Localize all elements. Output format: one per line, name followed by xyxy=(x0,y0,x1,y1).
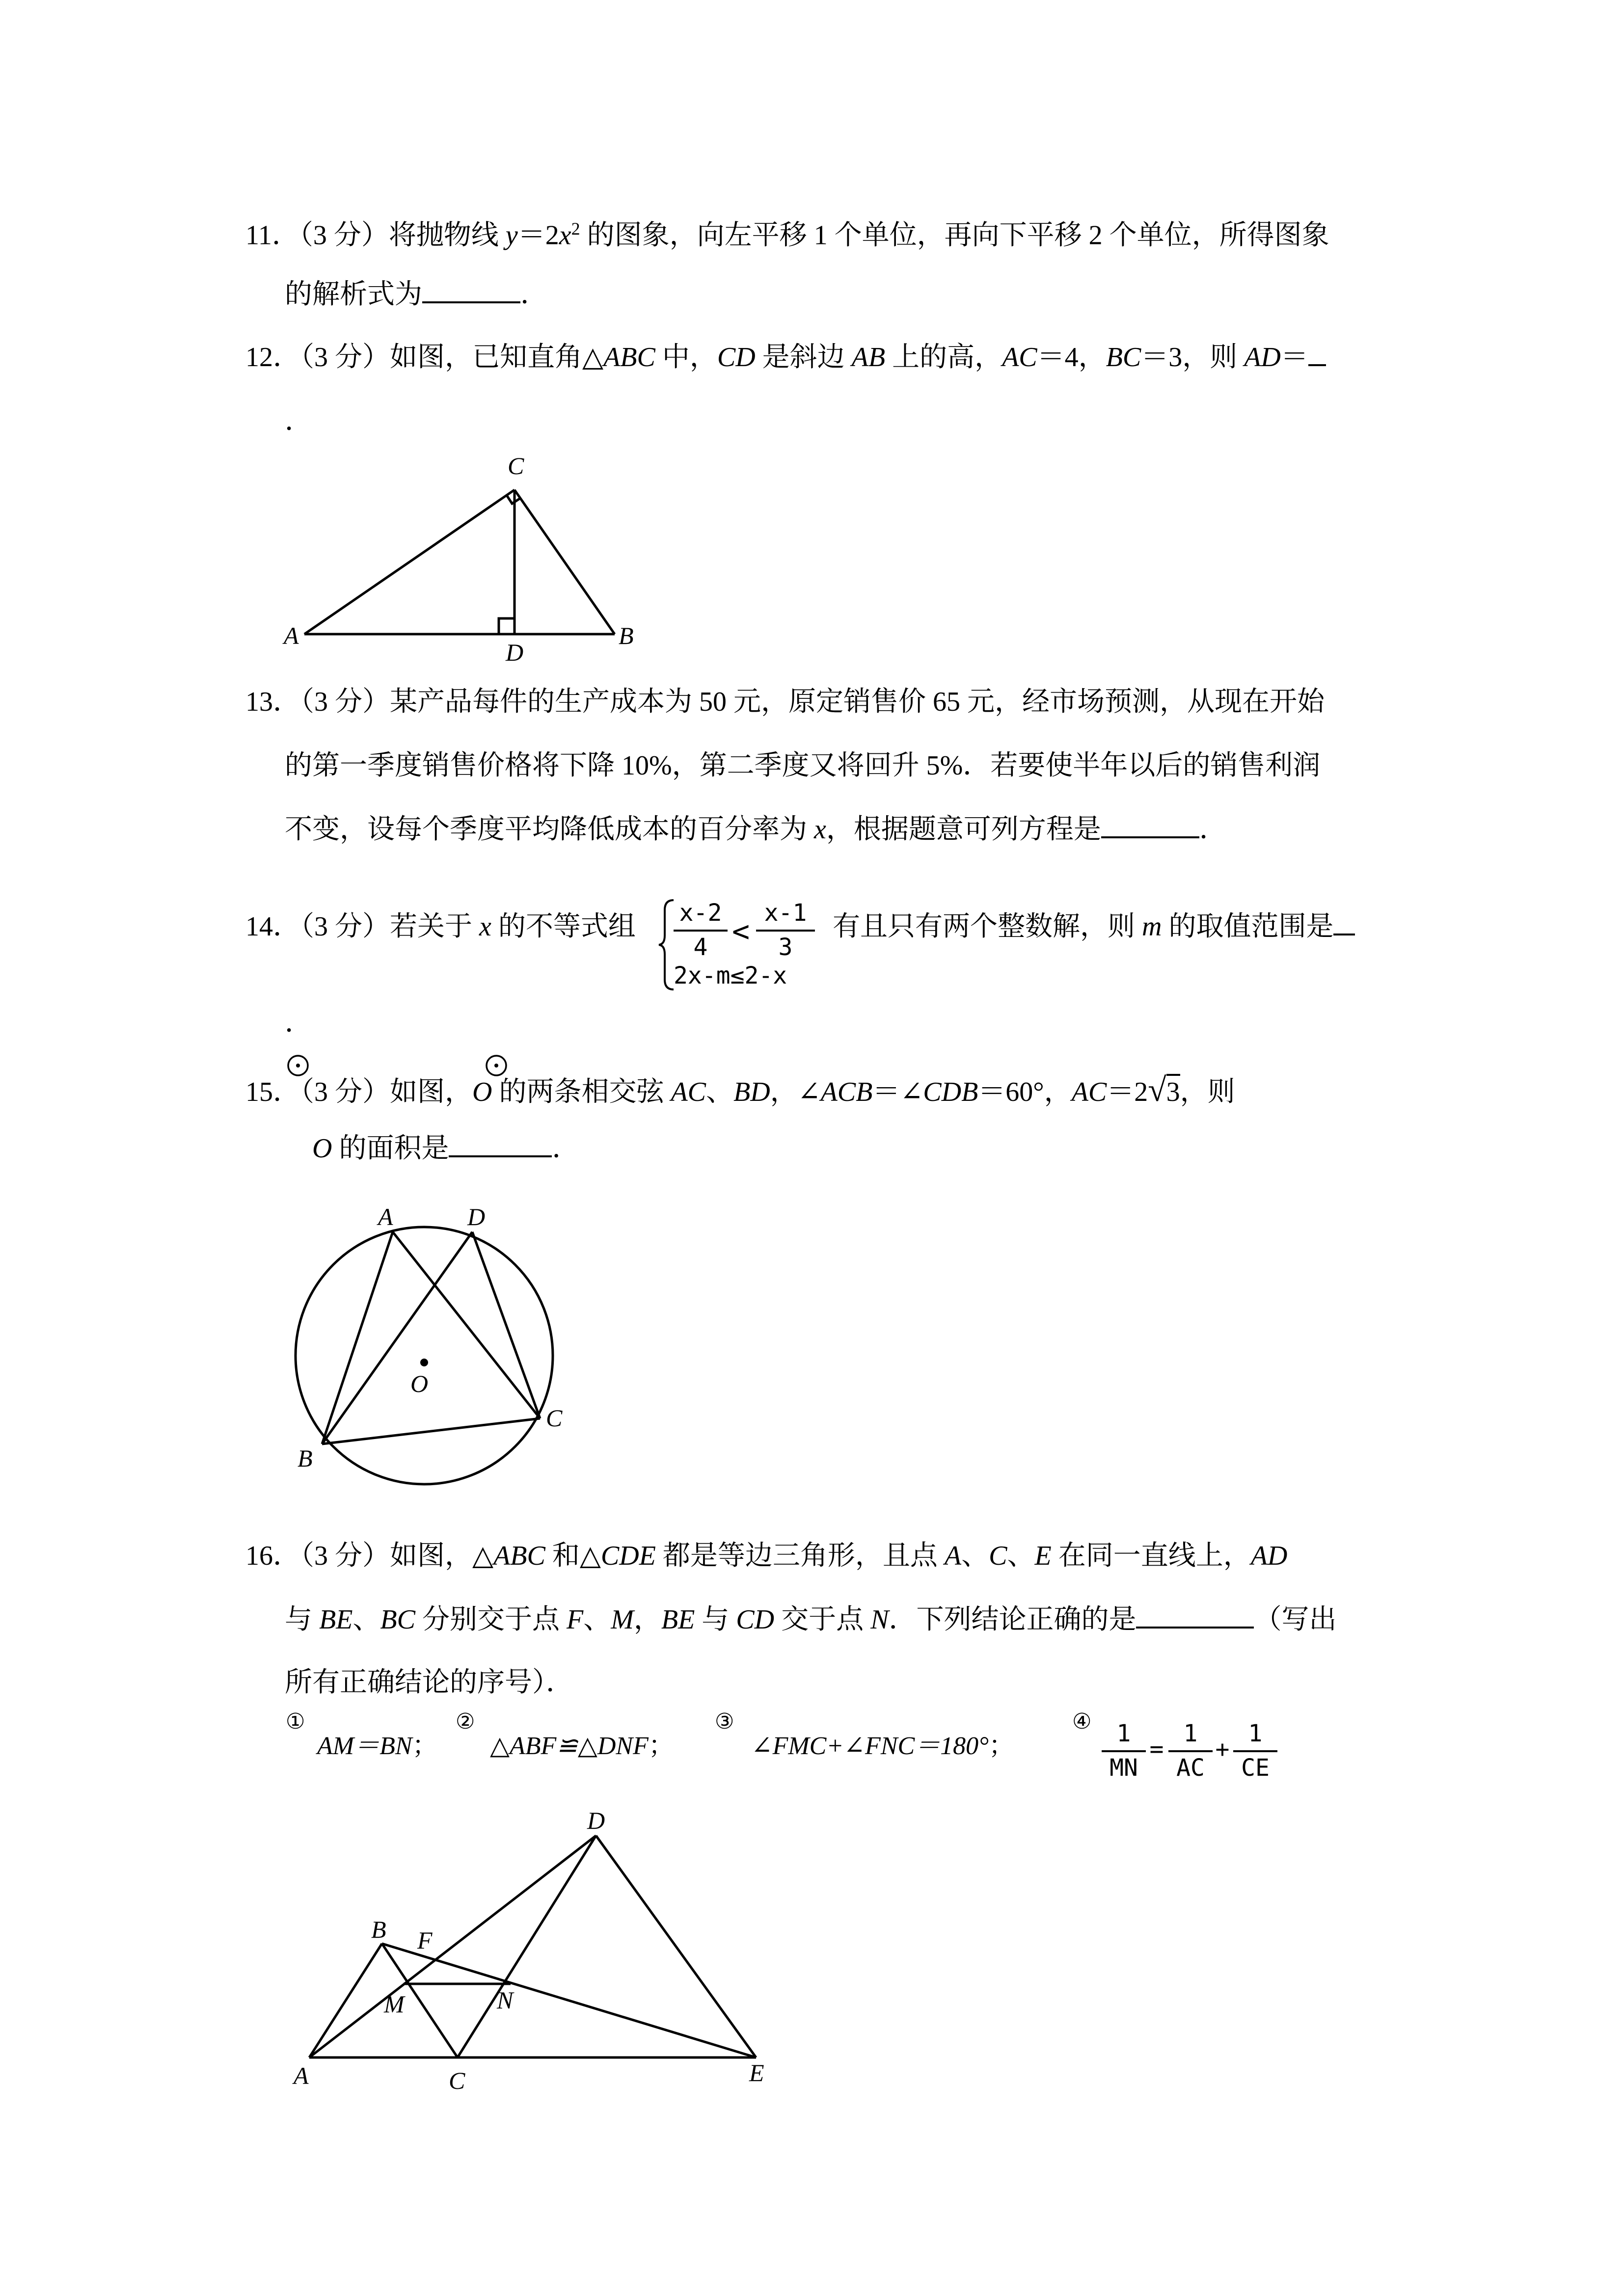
q16-segment-cd xyxy=(458,1836,596,2057)
q12-label-c: C xyxy=(508,452,524,480)
q15-label-a: A xyxy=(378,1203,393,1230)
q12-line1: 12．（3 分）如图，已知直角△ABC 中，CD 是斜边 AB 上的高，AC＝4，BC＝3，则 AD＝ xyxy=(245,344,1326,371)
q12-label-b: B xyxy=(619,622,634,649)
q16-label-a: A xyxy=(294,2062,309,2089)
q16-score: （3 分） xyxy=(300,1541,390,1571)
q13-score: （3 分） xyxy=(300,687,390,717)
q15-number: 15． xyxy=(245,1077,300,1107)
q15-sqrt-radicand: 3 xyxy=(1166,1074,1180,1107)
q16-option-1-marker: ① xyxy=(286,1709,305,1734)
q16-label-b: B xyxy=(371,1916,386,1943)
q13-line3: 不变，设每个季度平均降低成本的百分率为 x，根据题意可列方程是 ． xyxy=(285,814,1227,845)
q16-option-3: ∠FMC+∠FNC＝180°； xyxy=(751,1732,1014,1760)
q16-line2: 与 BE、BC 分别交于点 F、M，BE 与 CD 交于点 N．下列结论正确的是 （写出 xyxy=(285,1604,1337,1635)
q16-opt4-bar3 xyxy=(1233,1750,1277,1752)
q11-line2: 的解析式为 ． xyxy=(285,279,548,310)
q12-number: 12． xyxy=(245,342,300,373)
q12-label-d: D xyxy=(506,639,524,666)
q12-figure-right-triangle xyxy=(275,442,668,667)
q16-label-n: N xyxy=(497,1986,514,2014)
q16-option-2-marker: ② xyxy=(456,1709,475,1734)
q15-segment-bc xyxy=(322,1418,540,1444)
q14-line1-right: 有且只有两个整数解，则 m 的取值范围是 xyxy=(833,913,1355,940)
q16-opt4-n1: 1 xyxy=(1116,1720,1131,1747)
q16-option-3-marker: ③ xyxy=(715,1709,734,1734)
q16-label-m: M xyxy=(384,1990,405,2018)
q16-answer-blank[interactable] xyxy=(1136,1623,1254,1629)
q12-answer-blank[interactable] xyxy=(1308,360,1326,366)
q15-line1: 15．（3 分）如图，O 的两条相交弦 AC、BD，∠ACB＝∠CDB＝60°，AC＝2√3，则 xyxy=(245,1071,1235,1108)
q14-frac1-numerator: x-2 xyxy=(679,899,722,927)
q11-number: 11． xyxy=(245,220,299,251)
q16-opt4-plus: + xyxy=(1215,1735,1230,1763)
q16-label-c: C xyxy=(449,2067,465,2094)
q15-circle-o xyxy=(296,1227,553,1484)
q16-label-f: F xyxy=(417,1926,433,1954)
q16-label-e: E xyxy=(749,2059,764,2086)
q15-score: （3 分） xyxy=(300,1077,390,1107)
q15-label-b: B xyxy=(298,1444,313,1472)
q14-frac2-numerator: x-1 xyxy=(764,899,807,927)
q16-opt4-n2: 1 xyxy=(1183,1720,1198,1747)
q16-opt4-n3: 1 xyxy=(1248,1720,1263,1747)
q14-frac2-bar xyxy=(756,930,815,932)
q16-opt4-d1: MN xyxy=(1110,1754,1138,1782)
q14-number: 14． xyxy=(245,911,300,942)
q11-answer-blank[interactable] xyxy=(422,297,520,303)
q14-inequality-2: 2x-m≤2-x xyxy=(674,962,787,989)
q13-answer-blank[interactable] xyxy=(1101,832,1199,838)
q12-right-angle-mark-d xyxy=(499,618,514,634)
q16-option-4-marker: ④ xyxy=(1072,1709,1092,1734)
q12-label-a: A xyxy=(284,622,299,649)
q15-center-dot xyxy=(420,1359,428,1366)
q16-segment-de xyxy=(596,1836,756,2057)
q15-segment-dc xyxy=(472,1232,540,1418)
q16-opt4-d3: CE xyxy=(1241,1754,1270,1782)
q16-opt4-equals: = xyxy=(1149,1735,1164,1763)
q16-figure-equilateral-triangles xyxy=(275,1796,795,2110)
q13-number: 13． xyxy=(245,687,300,717)
q16-option-1: AM＝BN； xyxy=(317,1732,438,1760)
q14-line1-left: 14．（3 分）若关于 x 的不等式组 xyxy=(245,911,636,942)
q15-label-o: O xyxy=(410,1370,429,1397)
q15-figure-circle xyxy=(275,1198,589,1502)
q16-segment-be xyxy=(382,1944,756,2057)
q11-score: （3 分） xyxy=(299,220,389,251)
q12-segment-cb xyxy=(514,490,615,634)
q14-frac1-bar xyxy=(674,930,728,932)
q15-label-d: D xyxy=(467,1203,486,1230)
q16-label-d: D xyxy=(587,1807,605,1834)
q12-score: （3 分） xyxy=(300,342,390,373)
q14-line2: ． xyxy=(285,1008,312,1038)
q14-frac1-denominator: 4 xyxy=(693,934,708,961)
q15-line2: O 的面积是 ． xyxy=(312,1133,580,1164)
q15-sqrt-sign: √ xyxy=(1148,1071,1166,1108)
q16-opt4-bar1 xyxy=(1102,1750,1146,1752)
q13-line2: 的第一季度销售价格将下降 10%，第二季度又将回升 5%．若要使半年以后的销售利润 xyxy=(285,750,1321,781)
q11-line1: 11．（3 分）将抛物线 $y=2x^2$ 的图象，向左平移 1 个单位，再向下平移 2 个单位，所得图象 xyxy=(245,219,1329,251)
q14-score: （3 分） xyxy=(300,911,390,942)
q14-frac2-denominator: 3 xyxy=(778,934,793,961)
q16-segment-ad xyxy=(309,1836,596,2057)
q16-opt4-bar2 xyxy=(1168,1750,1213,1752)
q13-line1: 13．（3 分）某产品每件的生产成本为 50 元，原定销售价 65 元，经市场预测，从现在开始 xyxy=(245,687,1325,717)
q12-line2: ． xyxy=(285,406,312,436)
q16-line3: 所有正确结论的序号）． xyxy=(285,1667,573,1698)
q12-segment-ac xyxy=(304,490,514,634)
q14-less-than: < xyxy=(731,914,750,949)
q16-line1: 16．（3 分）如图，△ABC 和△CDE 都是等边三角形，且点 A、C、E 在同一直线上，AD xyxy=(245,1541,1288,1571)
q16-opt4-d2: AC xyxy=(1176,1754,1205,1782)
q16-option-2: △ABF≌△DNF； xyxy=(490,1732,674,1760)
q15-answer-blank[interactable] xyxy=(449,1151,552,1157)
q14-answer-blank[interactable] xyxy=(1333,930,1355,935)
q16-number: 16． xyxy=(245,1541,300,1571)
q16-segment-ab xyxy=(309,1944,382,2057)
q15-chord-bd xyxy=(322,1232,472,1444)
q15-label-c: C xyxy=(546,1404,563,1432)
